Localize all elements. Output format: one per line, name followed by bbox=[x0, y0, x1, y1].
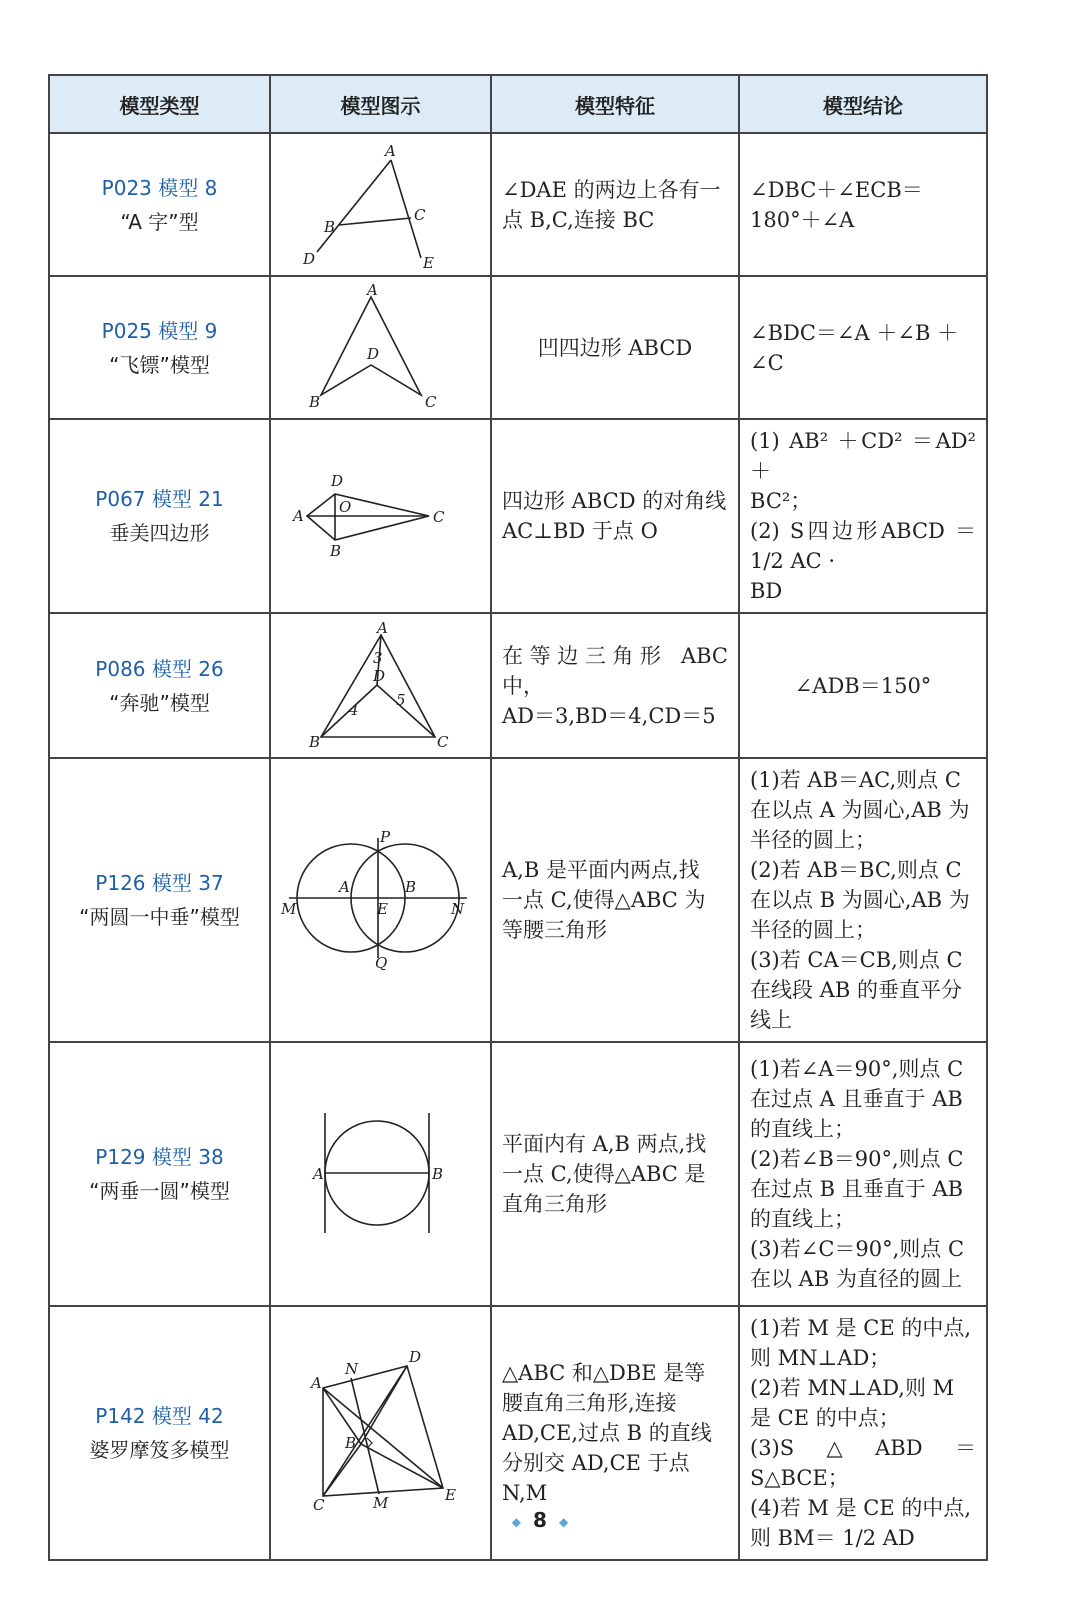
label-length: 3 bbox=[372, 648, 383, 667]
label-a: A bbox=[366, 282, 378, 299]
conclusion-line: 在线段 AB 的垂直平分 bbox=[750, 978, 962, 1002]
label-length: 4 bbox=[348, 700, 359, 719]
table-row bbox=[49, 758, 987, 1042]
model-name: “两垂一圆”模型 bbox=[89, 1179, 230, 1203]
conclusion-line: (2)若 AB＝BC,则点 C bbox=[750, 858, 962, 882]
conclusion-line: ∠BDC＝∠A ＋∠B ＋ bbox=[750, 320, 959, 345]
label-a: A bbox=[292, 507, 304, 525]
two-circles-diagram bbox=[281, 830, 481, 970]
model-feature bbox=[491, 133, 739, 276]
label-c: C bbox=[413, 205, 425, 224]
model-code: P023 模型 8 bbox=[101, 175, 218, 200]
conclusion-line: 的直线上； bbox=[750, 1117, 855, 1141]
header-feature: 模型特征 bbox=[491, 75, 739, 133]
conclusion-line: ∠DBC＋∠ECB＝ bbox=[750, 177, 923, 202]
conclusion-line: 是 CE 的中点； bbox=[750, 1406, 900, 1430]
model-figure bbox=[270, 419, 491, 613]
perpendicular-quad-diagram bbox=[281, 466, 481, 566]
model-code: P067 模型 21 bbox=[95, 487, 224, 511]
brahmagupta-diagram bbox=[281, 1348, 481, 1518]
feature-line: 直角三角形 bbox=[502, 1192, 607, 1216]
table-row bbox=[49, 419, 987, 613]
conclusion-line: 在以点 A 为圆心,AB 为 bbox=[750, 798, 970, 822]
model-figure bbox=[270, 758, 491, 1042]
conclusion-line: (2)若 MN⊥AD,则 M bbox=[750, 1376, 955, 1400]
diamond-icon: ◆ bbox=[511, 1514, 522, 1529]
label-o: O bbox=[338, 498, 351, 516]
model-code: P025 模型 9 bbox=[101, 318, 218, 343]
model-name: “奔驰”模型 bbox=[109, 690, 210, 715]
feature-line: 一点 C,使得△ABC 是 bbox=[502, 1162, 706, 1186]
feature-line: ∠DAE 的两边上各有一 bbox=[502, 177, 721, 202]
label-m: M bbox=[280, 900, 296, 918]
table-row bbox=[49, 1042, 987, 1306]
model-type-cell bbox=[49, 419, 270, 613]
table-header-row bbox=[49, 75, 987, 133]
model-type-cell bbox=[49, 133, 270, 276]
label-d: D bbox=[366, 344, 379, 363]
model-type-cell bbox=[49, 276, 270, 419]
feature-line: 在等边三角形 ABC 中， bbox=[502, 643, 728, 698]
conclusion-line: (4)若 M 是 CE 的中点, bbox=[750, 1496, 972, 1520]
conclusion-line: 半径的圆上； bbox=[750, 828, 876, 852]
conclusion-line: (1)若∠A＝90°,则点 C bbox=[750, 1057, 964, 1081]
feature-line: A,B 是平面内两点,找 bbox=[502, 858, 700, 882]
label-length: 5 bbox=[395, 690, 406, 709]
model-conclusion bbox=[739, 1042, 987, 1306]
conclusion-line: 半径的圆上； bbox=[750, 918, 876, 942]
model-feature bbox=[491, 613, 739, 758]
label-c: C bbox=[436, 732, 448, 751]
label-c: C bbox=[432, 508, 444, 526]
conclusion-line: ∠ADB＝150° bbox=[794, 673, 932, 698]
label-n: N bbox=[450, 900, 464, 918]
label-e: E bbox=[422, 253, 434, 270]
feature-line: 凹四边形 ABCD bbox=[537, 335, 693, 360]
label-m: M bbox=[372, 1494, 388, 1512]
table-row bbox=[49, 613, 987, 758]
label-e: E bbox=[376, 900, 388, 918]
conclusion-line: BD bbox=[750, 579, 783, 603]
conclusion-line: 的直线上； bbox=[750, 1207, 855, 1231]
model-figure bbox=[270, 1042, 491, 1306]
feature-line: △ABC 和△DBE 是等 bbox=[502, 1361, 706, 1385]
label-b: B bbox=[329, 542, 341, 560]
label-b: B bbox=[344, 1434, 356, 1452]
feature-line: 一点 C,使得△ABC 为 bbox=[502, 888, 706, 912]
model-conclusion bbox=[739, 758, 987, 1042]
conclusion-line: BC²； bbox=[750, 489, 812, 513]
label-b: B bbox=[308, 392, 320, 411]
model-figure bbox=[270, 133, 491, 276]
benz-diagram bbox=[281, 621, 481, 751]
model-conclusion bbox=[739, 419, 987, 613]
label-b: B bbox=[323, 217, 335, 236]
conclusion-line: 180°＋∠A bbox=[750, 207, 855, 232]
conclusion-line: 在以点 B 为圆心,AB 为 bbox=[750, 888, 970, 912]
model-conclusion bbox=[739, 133, 987, 276]
conclusion-line: (1)若 AB＝AC,则点 C bbox=[750, 768, 961, 792]
feature-line: AD＝3,BD＝4,CD＝5 bbox=[502, 703, 716, 728]
two-perp-one-circle-diagram bbox=[281, 1109, 481, 1239]
conclusion-line: (1)若 M 是 CE 的中点, bbox=[750, 1316, 972, 1340]
label-q: Q bbox=[374, 954, 387, 970]
model-figure bbox=[270, 276, 491, 419]
header-figure: 模型图示 bbox=[270, 75, 491, 133]
feature-line: AC⊥BD 于点 O bbox=[502, 519, 658, 543]
table-row bbox=[49, 276, 987, 419]
label-d: D bbox=[302, 249, 315, 268]
label-a: A bbox=[338, 878, 350, 896]
table-row bbox=[49, 133, 987, 276]
conclusion-line: (1) AB² ＋CD² ＝AD² ＋ bbox=[750, 429, 976, 483]
diamond-icon: ◆ bbox=[558, 1514, 569, 1529]
model-type-cell bbox=[49, 1042, 270, 1306]
conclusion-line: (3)若 CA＝CB,则点 C bbox=[750, 948, 963, 972]
label-n: N bbox=[344, 1360, 358, 1378]
conclusion-line: 线上 bbox=[750, 1008, 792, 1032]
conclusion-line: 则 MN⊥AD； bbox=[750, 1346, 891, 1370]
model-name: 垂美四边形 bbox=[109, 521, 210, 545]
conclusion-line: 在以 AB 为直径的圆上 bbox=[750, 1267, 962, 1291]
model-name: “飞镖”模型 bbox=[109, 352, 210, 377]
label-d: D bbox=[372, 666, 385, 685]
label-a: A bbox=[310, 1374, 322, 1392]
feature-line: 分别交 AD,CE 于点 bbox=[502, 1451, 690, 1475]
model-code: P129 模型 38 bbox=[95, 1145, 224, 1169]
model-conclusion bbox=[739, 613, 987, 758]
label-d: D bbox=[330, 472, 343, 490]
header-conclusion: 模型结论 bbox=[739, 75, 987, 133]
model-name: “两圆一中垂”模型 bbox=[79, 905, 240, 929]
model-figure bbox=[270, 613, 491, 758]
header-type: 模型类型 bbox=[49, 75, 270, 133]
feature-line: 点 B,C,连接 BC bbox=[502, 207, 655, 232]
model-type-cell bbox=[49, 758, 270, 1042]
model-name: “A 字”型 bbox=[120, 209, 199, 234]
label-p: P bbox=[379, 830, 390, 846]
model-code: P142 模型 42 bbox=[95, 1404, 224, 1428]
model-name: 婆罗摩笈多模型 bbox=[89, 1438, 230, 1462]
model-type-cell bbox=[49, 613, 270, 758]
feature-line: 腰直角三角形,连接 bbox=[502, 1391, 677, 1415]
dart-diagram bbox=[281, 283, 481, 413]
a-shape-diagram bbox=[281, 140, 481, 270]
model-feature bbox=[491, 1042, 739, 1306]
model-feature bbox=[491, 276, 739, 419]
label-b: B bbox=[404, 878, 416, 896]
model-feature bbox=[491, 758, 739, 1042]
model-code: P126 模型 37 bbox=[95, 871, 224, 895]
model-feature bbox=[491, 419, 739, 613]
conclusion-line: (3)S△ABD＝S△BCE； bbox=[750, 1436, 976, 1490]
conclusion-line: (2) S四边形ABCD ＝ 1/2 AC · bbox=[750, 519, 976, 573]
label-e: E bbox=[444, 1486, 456, 1504]
label-a: A bbox=[312, 1165, 324, 1183]
label-a: A bbox=[384, 141, 396, 160]
conclusion-line: 在过点 A 且垂直于 AB bbox=[750, 1087, 963, 1111]
model-conclusion bbox=[739, 276, 987, 419]
label-b: B bbox=[308, 732, 320, 751]
conclusion-line: ∠C bbox=[750, 350, 784, 375]
model-table bbox=[48, 74, 988, 1561]
feature-line: 平面内有 A,B 两点,找 bbox=[502, 1132, 707, 1156]
conclusion-line: (3)若∠C＝90°,则点 C bbox=[750, 1237, 965, 1261]
page-number: 8 bbox=[533, 1508, 547, 1532]
label-c: C bbox=[312, 1496, 324, 1514]
conclusion-line: 在过点 B 且垂直于 AB bbox=[750, 1177, 964, 1201]
page-footer bbox=[0, 1508, 1080, 1532]
model-code: P086 模型 26 bbox=[95, 656, 224, 681]
feature-line: AD,CE,过点 B 的直线 bbox=[502, 1421, 712, 1445]
feature-line: 等腰三角形 bbox=[502, 918, 607, 942]
conclusion-line: (2)若∠B＝90°,则点 C bbox=[750, 1147, 964, 1171]
label-a: A bbox=[376, 620, 388, 637]
conclusion-line: 则 BM＝ 1/2 AD bbox=[750, 1526, 915, 1550]
feature-line: N,M bbox=[502, 1481, 548, 1505]
feature-line: 四边形 ABCD 的对角线 bbox=[502, 489, 727, 513]
label-c: C bbox=[424, 392, 436, 411]
label-d: D bbox=[408, 1348, 421, 1366]
label-b: B bbox=[431, 1165, 443, 1183]
